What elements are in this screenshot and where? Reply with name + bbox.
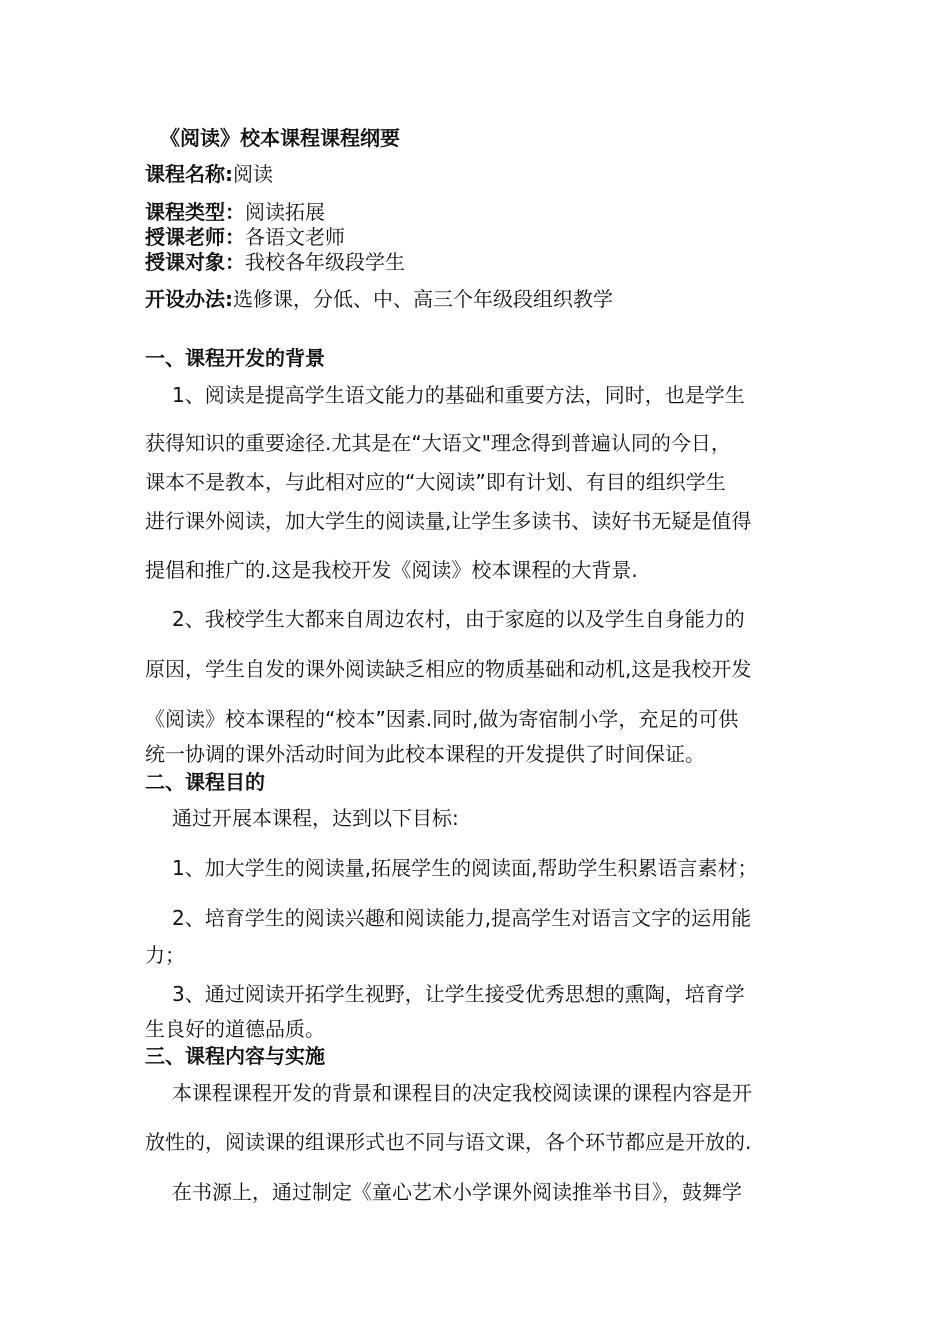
section1-line: 进行课外阅读，加大学生的阅读量,让学生多读书、读好书无疑是值得: [145, 509, 752, 533]
course-type-row: [145, 199, 325, 225]
method-label: 开设办法:: [145, 287, 233, 311]
section1-line: 2、我校学生大都来自周边农村，由于家庭的以及学生自身能力的: [172, 607, 745, 631]
section1-heading: 一、课程开发的背景: [145, 346, 325, 370]
teacher-label: 授课老师：: [145, 225, 245, 249]
section1-line: 《阅读》校本课程的“校本”因素.同时,做为寄宿制小学，充足的可供: [145, 707, 739, 731]
section2-line: 3、通过阅读开拓学生视野，让学生接受优秀思想的熏陶，培育学: [172, 982, 745, 1006]
course-name-value: 阅读: [233, 162, 273, 186]
section2-line: 力；: [145, 943, 185, 967]
target-value: 我校各年级段学生: [245, 250, 405, 274]
course-name-label: 课程名称:: [145, 162, 233, 186]
section3-line: 本课程课程开发的背景和课程目的决定我校阅读课的课程内容是开: [172, 1081, 752, 1105]
section1-line: 课本不是教本，与此相对应的“大阅读”即有计划、有目的组织学生: [145, 470, 726, 494]
section1-line: 提倡和推广的.这是我校开发《阅读》校本课程的大背景.: [145, 558, 638, 582]
section3-line: 在书源上，通过制定《童心艺术小学课外阅读推举书目》，鼓舞学: [172, 1180, 742, 1204]
section1-line: 1、阅读是提高学生语文能力的基础和重要方法，同时，也是学生: [172, 383, 745, 407]
section3-line: 放性的，阅读课的组课形式也不同与语文课，各个环节都应是开放的.: [145, 1130, 752, 1154]
target-label: 授课对象：: [145, 250, 245, 274]
section2-line: 通过开展本课程，达到以下目标:: [172, 806, 459, 830]
section1-line: 获得知识的重要途径.尤其是在“大语文"理念得到普遍认同的今日，: [145, 431, 731, 455]
teacher-value: 各语文老师: [245, 225, 345, 249]
method-value: 选修课，分低、中、高三个年级段组织教学: [233, 287, 613, 311]
section3-heading: 三、课程内容与实施: [145, 1044, 325, 1068]
document-title: 《阅读》校本课程课程纲要: [160, 126, 400, 150]
target-row: [145, 249, 405, 275]
section2-line: 1、加大学生的阅读量,拓展学生的阅读面,帮助学生积累语言素材；: [172, 856, 758, 880]
teacher-row: [145, 224, 345, 250]
course-type-value: 阅读拓展: [245, 200, 325, 224]
section1-line: 统一协调的课外活动时间为此校本课程的开发提供了时间保证。: [145, 742, 705, 766]
section1-line: 原因，学生自发的课外阅读缺乏相应的物质基础和动机,这是我校开发: [145, 657, 752, 681]
course-type-label: 课程类型：: [145, 200, 245, 224]
section2-line: 2、培育学生的阅读兴趣和阅读能力,提高学生对语言文字的运用能: [172, 906, 752, 930]
method-row: [145, 286, 613, 312]
section2-line: 生良好的道德品质。: [145, 1017, 325, 1041]
course-name-row: [145, 161, 273, 187]
section2-heading: 二、课程目的: [145, 770, 265, 794]
